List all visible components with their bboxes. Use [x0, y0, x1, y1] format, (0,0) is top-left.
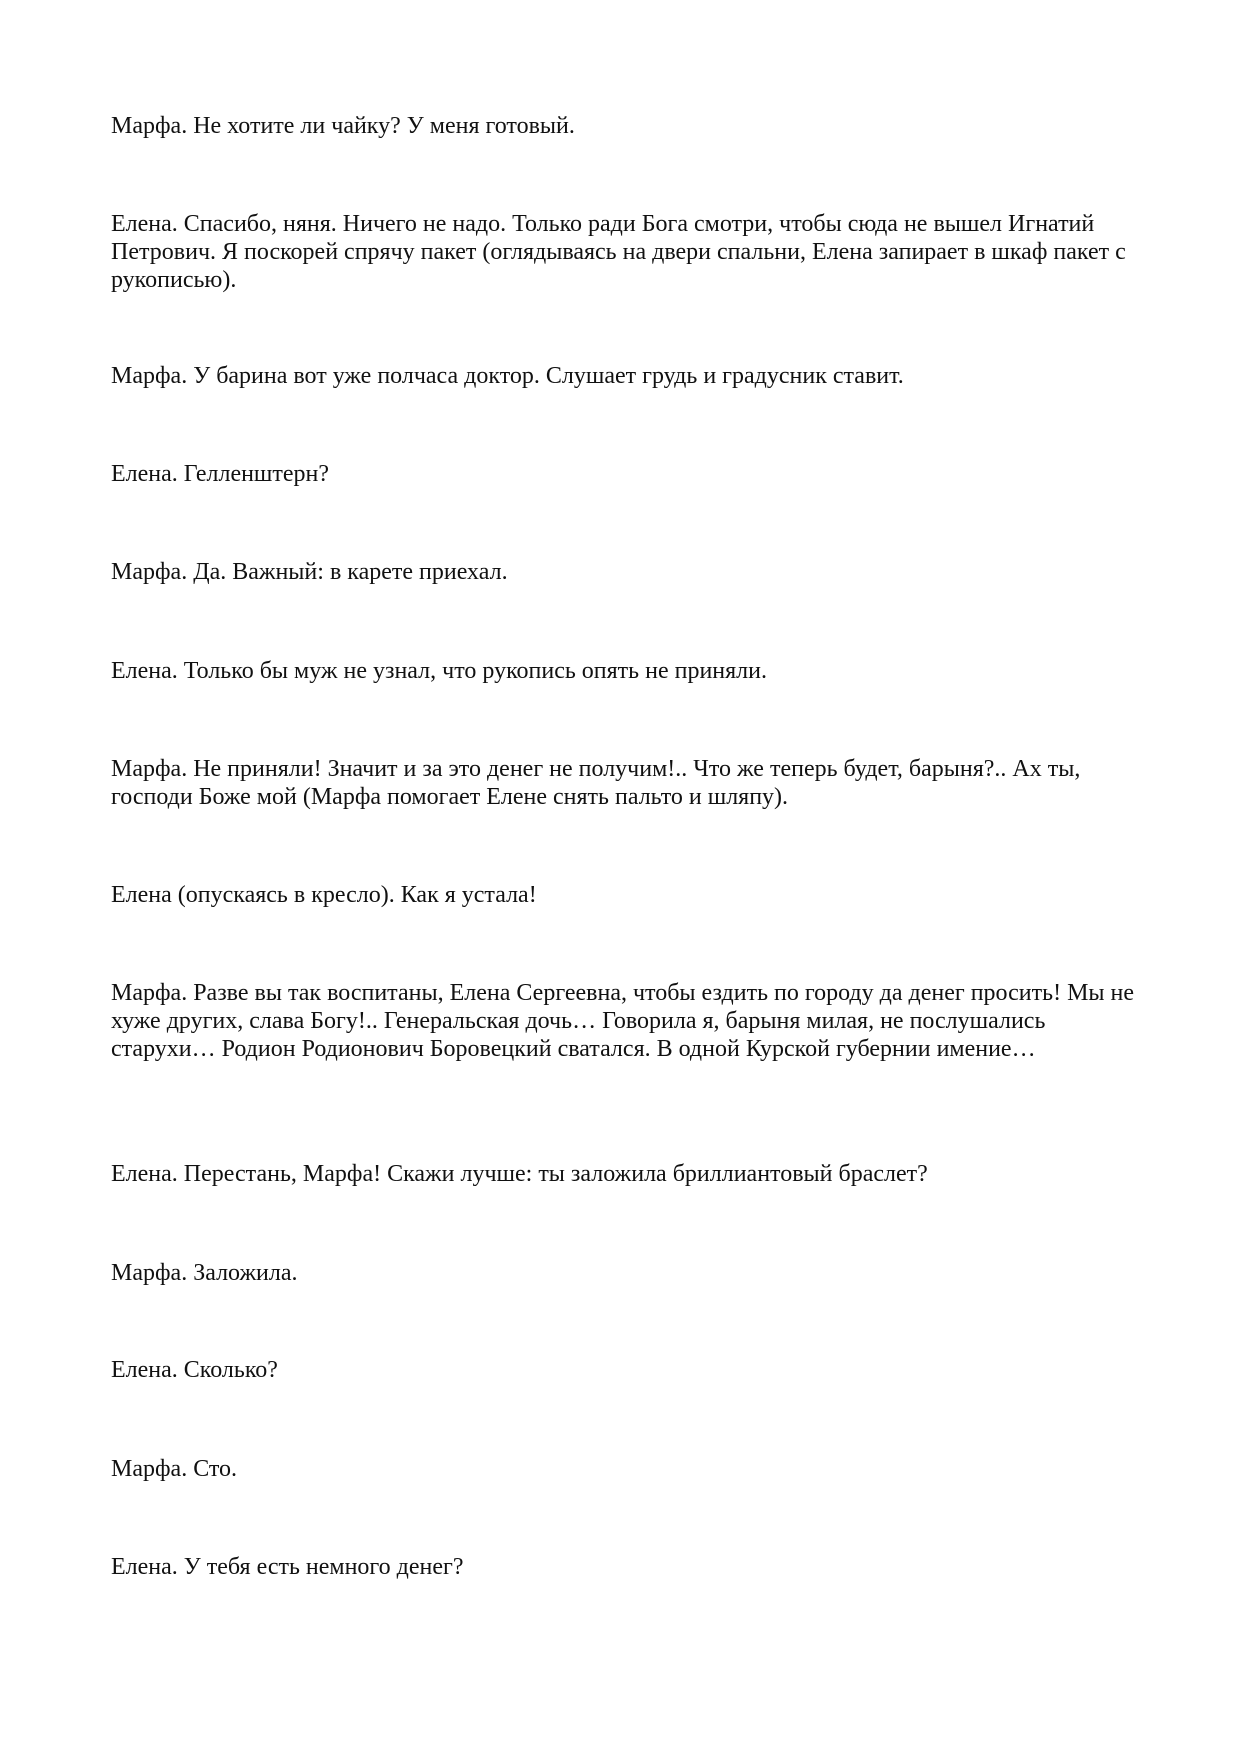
paragraph-1: Марфа. Не хотите ли чайку? У меня готовый. — [111, 113, 575, 139]
paragraph-4: Елена. Гелленштерн? — [111, 461, 330, 487]
paragraph-7: Марфа. Не приняли! Значит и за это денег не получим!.. Что же теперь будет, барыня?.. Ах ты, господи Боже мой (Марфа помогает Елене снять пальто и шляпу). — [111, 756, 1081, 810]
paragraph-2: Елена. Спасибо, няня. Ничего не надо. Только ради Бога смотри, чтобы сюда не вышел Игнатий Петрович. Я поскорей спрячу пакет (оглядываясь на двери спальни, Елена запирает в шкаф пакет с рукописью). — [111, 211, 1126, 293]
paragraph-5: Марфа. Да. Важный: в карете приехал. — [111, 559, 508, 585]
paragraph-9: Марфа. Разве вы так воспитаны, Елена Сергеевна, чтобы ездить по городу да денег просить! Мы не хуже других, слава Богу!.. Генеральская дочь… Говорила я, барыня милая, не послушались старухи… Родион Родионович Боровецкий сватался. В одной Курской губернии имение… — [111, 980, 1135, 1062]
paragraph-12: Елена. Сколько? — [111, 1357, 278, 1383]
paragraph-10: Елена. Перестань, Марфа! Скажи лучше: ты заложила бриллиантовый браслет? — [111, 1161, 928, 1187]
paragraph-6: Елена. Только бы муж не узнал, что рукопись опять не приняли. — [111, 658, 767, 684]
paragraph-14: Елена. У тебя есть немного денег? — [111, 1554, 464, 1580]
paragraph-3: Марфа. У барина вот уже полчаса доктор. Слушает грудь и градусник ставит. — [111, 363, 904, 389]
paragraph-13: Марфа. Сто. — [111, 1456, 238, 1482]
paragraph-8: Елена (опускаясь в кресло). Как я устала! — [111, 882, 537, 908]
paragraph-11: Марфа. Заложила. — [111, 1260, 298, 1286]
